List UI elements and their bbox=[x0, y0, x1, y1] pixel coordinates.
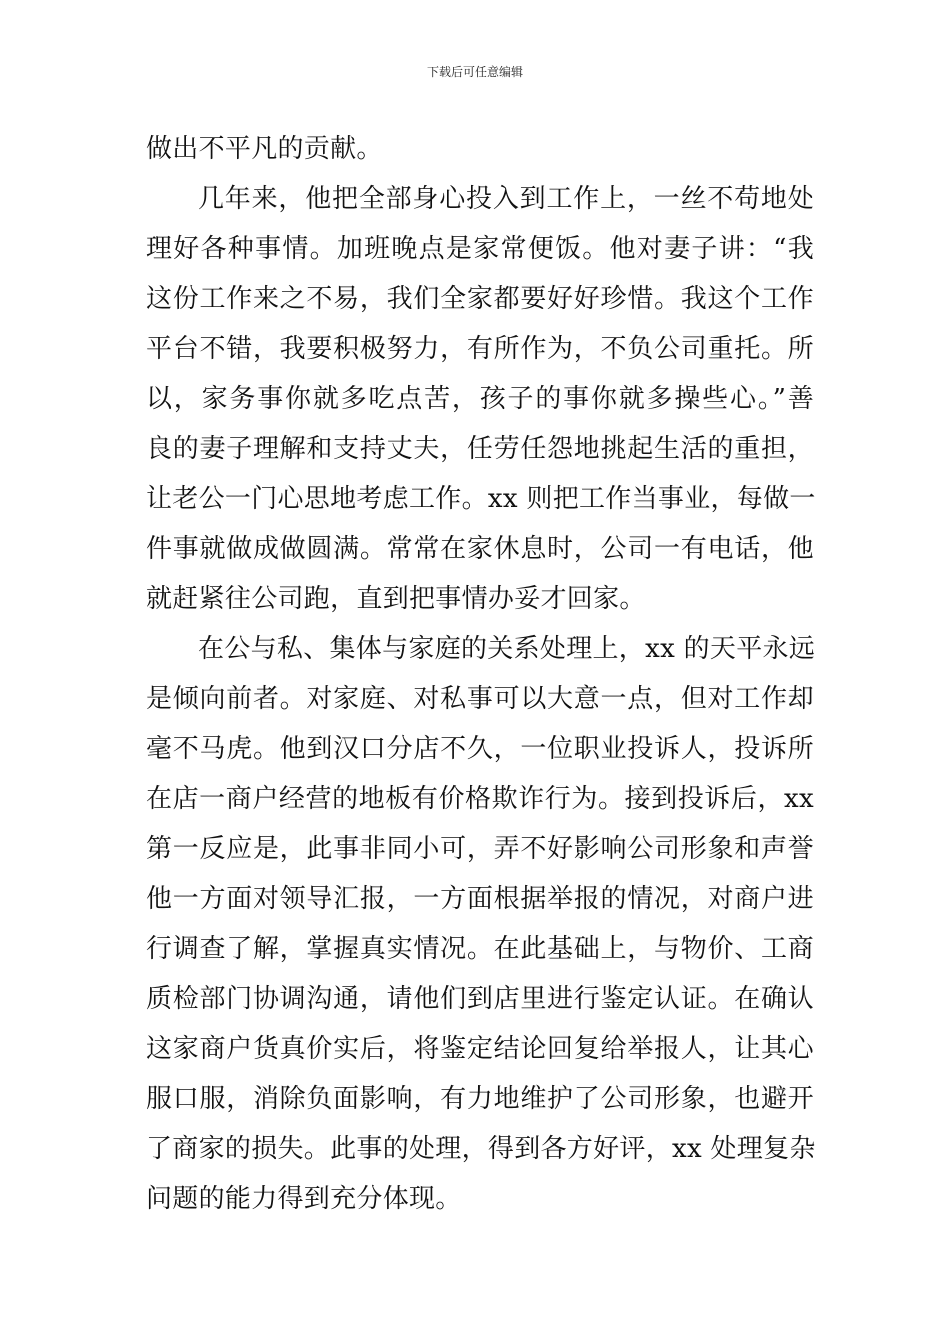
text-line: 服口服，消除负面影响，有力地维护了公司形象，也避开 bbox=[146, 1084, 814, 1114]
text-line: 问题的能力得到充分体现。 bbox=[146, 1184, 462, 1214]
text-line: 理好各种事情。加班晚点是家常便饭。他对妻子讲：“我 bbox=[146, 234, 814, 264]
text-line: 平台不错，我要积极努力，有所作为，不负公司重托。所 bbox=[146, 334, 814, 364]
text-line: 他一方面对领导汇报，一方面根据举报的情况，对商户进 bbox=[146, 884, 814, 914]
text-line: 让老公一门心思地考虑工作。xx 则把工作当事业，每做一 bbox=[146, 484, 816, 514]
text-line: 在公与私、集体与家庭的关系处理上，xx 的天平永远 bbox=[198, 634, 816, 664]
text-line: 做出不平凡的贡献。 bbox=[146, 134, 383, 164]
document-body bbox=[146, 124, 814, 1224]
page-header: 下载后可任意编辑 bbox=[426, 65, 523, 79]
text-line: 毫不马虎。他到汉口分店不久，一位职业投诉人，投诉所 bbox=[146, 734, 814, 764]
text-line: 几年来，他把全部身心投入到工作上，一丝不苟地处 bbox=[198, 184, 814, 214]
text-line: 行调查了解，掌握真实情况。在此基础上，与物价、工商 bbox=[146, 934, 814, 964]
text-line: 这家商户货真价实后，将鉴定结论回复给举报人，让其心 bbox=[146, 1034, 814, 1064]
text-line: 了商家的损失。此事的处理，得到各方好评，xx 处理复杂 bbox=[146, 1134, 816, 1164]
text-line: 就赶紧往公司跑，直到把事情办妥才回家。 bbox=[146, 584, 646, 614]
text-line: 质检部门协调沟通，请他们到店里进行鉴定认证。在确认 bbox=[146, 984, 814, 1014]
text-line: 以，家务事你就多吃点苦，孩子的事你就多操些心。”善 bbox=[146, 384, 814, 414]
text-line: 这份工作来之不易，我们全家都要好好珍惜。我这个工作 bbox=[146, 284, 814, 314]
text-line: 是倾向前者。对家庭、对私事可以大意一点，但对工作却 bbox=[146, 684, 814, 714]
text-line: 件事就做成做圆满。常常在家休息时，公司一有电话，他 bbox=[146, 534, 814, 564]
text-line: 第一反应是，此事非同小可，弄不好影响公司形象和声誉 bbox=[146, 834, 814, 864]
text-line: 在店一商户经营的地板有价格欺诈行为。接到投诉后，xx bbox=[146, 784, 814, 814]
text-line: 良的妻子理解和支持丈夫，任劳任怨地挑起生活的重担， bbox=[146, 434, 814, 464]
